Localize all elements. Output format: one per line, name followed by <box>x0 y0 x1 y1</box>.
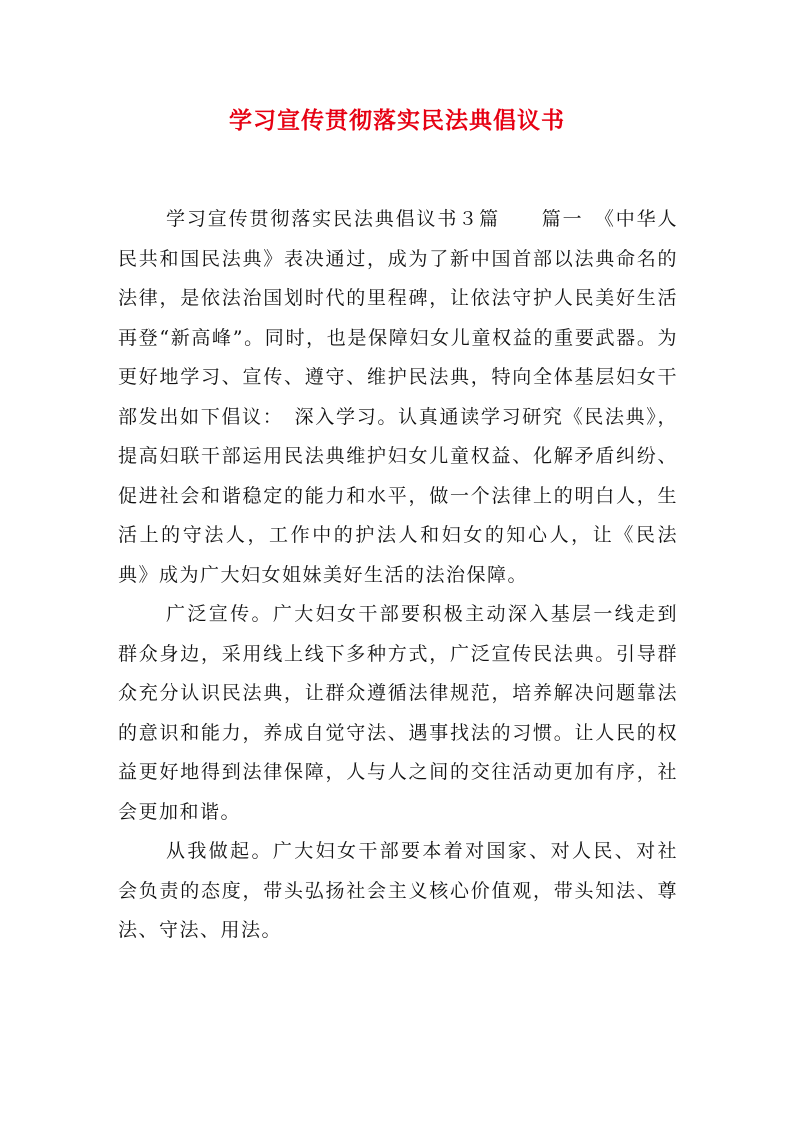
document-title: 学习宣传贯彻落实民法典倡议书 <box>229 107 565 134</box>
paragraph-start-from-me: 从我做起。广大妇女干部要本着对国家、对人民、对社会负责的态度，带头弘扬社会主义核心价值观，带头知法、尊法、守法、用法。 <box>118 840 678 941</box>
paragraph-intro: 学习宣传贯彻落实民法典倡议书３篇 篇一 《中华人民共和国民法典》表决通过，成为了新中国首部以法典命名的法律，是依法治国划时代的里程碑，让依法守护人民美好生活再登“新高峰”。同时，也是保障妇女儿童权益的重要武器。为更好地学习、宣传、遵守、维护民法典，特向全体基层妇女干部发出如下倡议： 深入学习。认真通读学习研究《民法典》，提高妇联干部运用民法典维护妇女儿童权益、化解矛盾纠纷、促进社会和谐稳定的能力和水平，做一个法律上的明白人，生活上的守法人，工作中的护法人和妇女的知心人，让《民法典》成为广大妇女姐妹美好生活的法治保障。 <box>118 208 678 586</box>
document-body <box>118 200 678 951</box>
paragraph-wide-publicity: 广泛宣传。广大妇女干部要积极主动深入基层一线走到群众身边，采用线上线下多种方式，广泛宣传民法典。引导群众充分认识民法典，让群众遵循法律规范，培养解决问题靠法的意识和能力，养成自觉守法、遇事找法的习惯。让人民的权益更好地得到法律保障，人与人之间的交往活动更加有序，社会更加和谐。 <box>118 603 678 823</box>
